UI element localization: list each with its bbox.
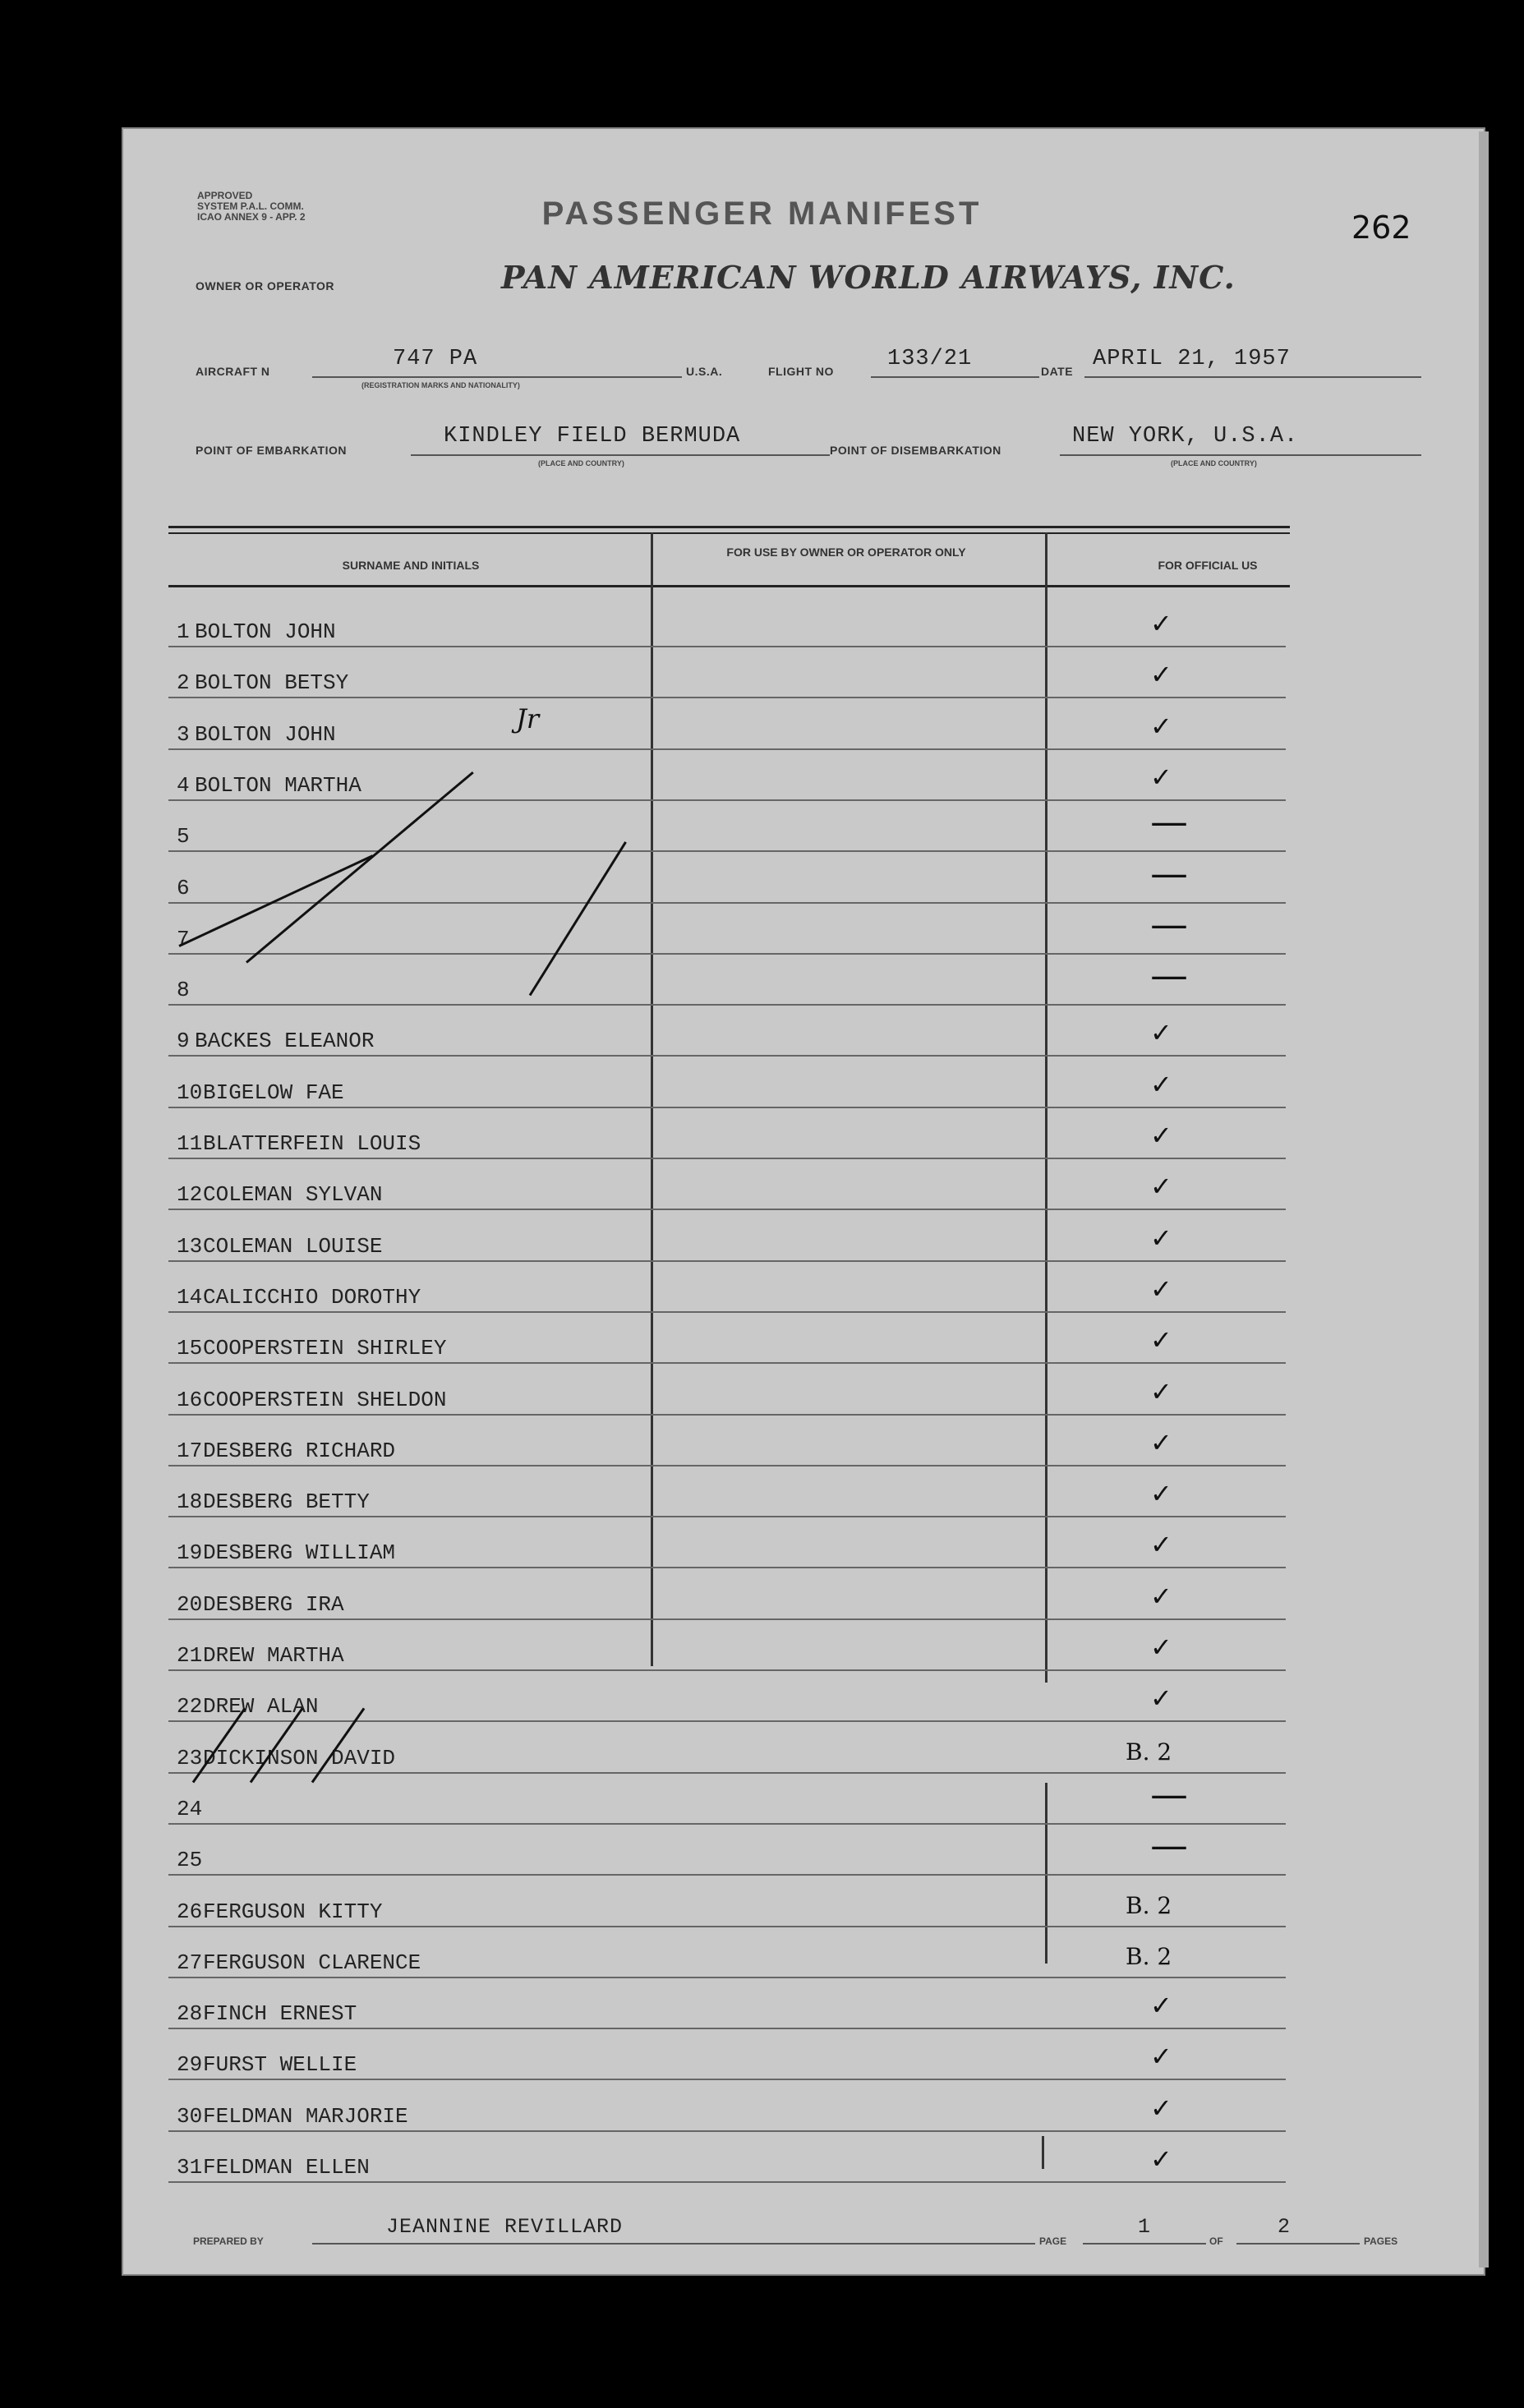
- row-number: 24: [177, 1796, 203, 1821]
- check-mark-icon: ✓: [1150, 1990, 1172, 2022]
- official-note: B. 2: [1126, 1942, 1172, 1970]
- check-mark-icon: ✓: [1150, 1426, 1172, 1458]
- row-number: 23: [177, 1745, 203, 1770]
- prepared-value: JEANNINE REVILLARD: [386, 2215, 624, 2239]
- row-number: 10: [177, 1080, 203, 1105]
- table-row: [168, 1771, 1286, 1825]
- row-number: 20: [177, 1591, 203, 1617]
- row-number: 15: [177, 1336, 203, 1361]
- date-underline: [1084, 376, 1421, 378]
- table-row: [168, 2132, 1286, 2183]
- row-number: 9: [177, 1029, 190, 1054]
- row3-annotation: Jr: [516, 703, 540, 734]
- passenger-name: FERGUSON CLARENCE: [203, 1950, 421, 1975]
- table-row: [168, 2081, 1286, 2132]
- approval-line-3: ICAO ANNEX 9 - APP. 2: [197, 211, 306, 223]
- embark-value: KINDLEY FIELD BERMUDA: [444, 424, 741, 449]
- embark-sub: (PLACE AND COUNTRY): [538, 459, 624, 467]
- owner-label: OWNER OR OPERATOR: [196, 279, 334, 292]
- dash-mark: —: [1150, 901, 1188, 946]
- table-row: [168, 1620, 1286, 1671]
- paper-edge: [1479, 131, 1489, 2268]
- page-value: 1: [1138, 2215, 1152, 2239]
- aircraft-label: AIRCRAFT N: [196, 365, 270, 378]
- manifest-title: PASSENGER MANIFEST: [541, 196, 983, 232]
- row-number: 7: [177, 926, 190, 951]
- passenger-name: FURST WELLIE: [203, 2052, 357, 2078]
- check-mark-icon: ✓: [1150, 1529, 1172, 1561]
- check-mark-icon: ✓: [1150, 1222, 1172, 1254]
- row-number: 26: [177, 1899, 203, 1924]
- row-number: 11: [177, 1131, 203, 1156]
- passenger-name: BOLTON BETSY: [195, 670, 349, 696]
- table-row: [168, 1159, 1286, 1210]
- table-row: [168, 750, 1286, 801]
- passenger-name: BOLTON JOHN: [195, 721, 336, 747]
- table-row: [168, 801, 1286, 852]
- passenger-name: DICKINSON DAVID: [203, 1745, 396, 1770]
- table-row: [168, 1927, 1286, 1978]
- embark-label: POINT OF EMBARKATION: [196, 444, 347, 457]
- dash-mark: —: [1150, 953, 1188, 998]
- flight-label: FLIGHT NO: [768, 365, 834, 378]
- table-row: [168, 1262, 1286, 1313]
- table-row: [168, 647, 1286, 698]
- disembark-label: POINT OF DISEMBARKATION: [830, 444, 1001, 457]
- country-label: U.S.A.: [686, 365, 723, 378]
- check-mark-icon: ✓: [1150, 1017, 1172, 1049]
- table-row: [168, 596, 1286, 647]
- passenger-name: BOLTON JOHN: [195, 619, 336, 644]
- check-mark-icon: ✓: [1150, 2092, 1172, 2124]
- dash-mark: —: [1150, 1823, 1188, 1868]
- row-number: 29: [177, 2052, 203, 2078]
- row-number: 27: [177, 1950, 203, 1975]
- table-row: [168, 1466, 1286, 1517]
- passenger-name: FELDMAN ELLEN: [203, 2155, 370, 2180]
- row-number: 4: [177, 772, 190, 798]
- embark-underline: [411, 454, 830, 456]
- row-number: 22: [177, 1694, 203, 1720]
- row-number: 5: [177, 824, 190, 849]
- table-row: [168, 1978, 1286, 2029]
- page-label: PAGE: [1039, 2235, 1067, 2247]
- check-mark-icon: ✓: [1150, 1632, 1172, 1663]
- table-row: [168, 1825, 1286, 1876]
- passenger-name: FERGUSON KITTY: [203, 1899, 383, 1924]
- check-mark-icon: ✓: [1150, 1273, 1172, 1305]
- row-number: 1: [177, 619, 190, 644]
- passenger-name: COLEMAN LOUISE: [203, 1233, 383, 1259]
- table-row: [168, 955, 1286, 1006]
- official-note: B. 2: [1126, 1738, 1172, 1766]
- table-row: [168, 1671, 1286, 1722]
- table-row: [168, 1569, 1286, 1620]
- table-row: [168, 1313, 1286, 1364]
- check-mark-icon: ✓: [1150, 1580, 1172, 1612]
- table-row: [168, 2029, 1286, 2080]
- approval-line-2: SYSTEM P.A.L. COMM.: [197, 200, 304, 212]
- aircraft-underline: [312, 376, 682, 378]
- check-mark-icon: ✓: [1150, 2143, 1172, 2175]
- table-top-rule-2: [168, 532, 1290, 534]
- aircraft-sub: (REGISTRATION MARKS AND NATIONALITY): [361, 381, 520, 389]
- dash-mark: —: [1150, 850, 1188, 896]
- dash-mark: —: [1150, 799, 1188, 845]
- passenger-name: DREW MARTHA: [203, 1643, 344, 1668]
- passenger-name: DESBERG RICHARD: [203, 1438, 396, 1463]
- check-mark-icon: ✓: [1150, 659, 1172, 691]
- check-mark-icon: ✓: [1150, 2041, 1172, 2073]
- passenger-name: BOLTON MARTHA: [195, 772, 361, 798]
- table-header-rule: [168, 585, 1290, 587]
- col-owner-header: FOR USE BY OWNER OR OPERATOR ONLY: [726, 546, 966, 559]
- date-value: APRIL 21, 1957: [1093, 347, 1291, 371]
- official-note: B. 2: [1126, 1891, 1172, 1919]
- table-row: [168, 1108, 1286, 1159]
- passenger-name: FINCH ERNEST: [203, 2001, 357, 2027]
- table-row: [168, 1416, 1286, 1466]
- passenger-name: DESBERG WILLIAM: [203, 1540, 396, 1566]
- dash-mark: —: [1150, 1771, 1188, 1816]
- of-underline: [1236, 2243, 1360, 2245]
- check-mark-icon: ✓: [1150, 1171, 1172, 1203]
- page-number: 262: [1351, 209, 1411, 246]
- flight-value: 133/21: [887, 347, 973, 371]
- check-mark-icon: ✓: [1150, 1683, 1172, 1715]
- row-number: 14: [177, 1284, 203, 1310]
- pages-label: PAGES: [1364, 2235, 1398, 2247]
- table-row: [168, 1211, 1286, 1262]
- row-number: 18: [177, 1489, 203, 1515]
- col-surname-header: SURNAME AND INITIALS: [342, 559, 480, 572]
- prepared-label: PREPARED BY: [193, 2235, 264, 2247]
- disembark-sub: (PLACE AND COUNTRY): [1171, 459, 1257, 467]
- check-mark-icon: ✓: [1150, 1068, 1172, 1100]
- passenger-name: CALICCHIO DOROTHY: [203, 1284, 421, 1310]
- passenger-name: COLEMAN SYLVAN: [203, 1182, 383, 1208]
- check-mark-icon: ✓: [1150, 1324, 1172, 1356]
- check-mark-icon: ✓: [1150, 710, 1172, 742]
- passenger-name: BLATTERFEIN LOUIS: [203, 1131, 421, 1156]
- table-row: [168, 901, 1286, 955]
- check-mark-icon: ✓: [1150, 1375, 1172, 1407]
- row-number: 16: [177, 1387, 203, 1412]
- table-row: [168, 1876, 1286, 1927]
- row-number: 2: [177, 670, 190, 696]
- aircraft-value: 747 PA: [393, 347, 478, 371]
- table-row: [168, 1006, 1286, 1057]
- row-number: 31: [177, 2155, 203, 2180]
- row-number: 6: [177, 875, 190, 900]
- of-label: OF: [1209, 2235, 1223, 2247]
- row-number: 13: [177, 1233, 203, 1259]
- row-number: 21: [177, 1643, 203, 1668]
- table-row: [168, 1365, 1286, 1416]
- date-label: DATE: [1041, 365, 1074, 378]
- owner-value: PAN AMERICAN WORLD AIRWAYS, INC.: [501, 259, 1236, 296]
- check-mark-icon: ✓: [1150, 1478, 1172, 1510]
- passenger-name: DREW ALAN: [203, 1694, 319, 1720]
- flight-underline: [871, 376, 1039, 378]
- passenger-name: DESBERG IRA: [203, 1591, 344, 1617]
- passenger-name: COOPERSTEIN SHELDON: [203, 1387, 447, 1412]
- table-row: [168, 1517, 1286, 1568]
- row-number: 28: [177, 2001, 203, 2027]
- passenger-name: DESBERG BETTY: [203, 1489, 370, 1515]
- prepared-underline: [312, 2243, 1035, 2245]
- row-number: 19: [177, 1540, 203, 1566]
- row-number: 30: [177, 2103, 203, 2129]
- approval-line-1: APPROVED: [197, 190, 253, 201]
- table-row: [168, 699, 1286, 750]
- disembark-underline: [1060, 454, 1421, 456]
- table-row: [168, 1057, 1286, 1108]
- passenger-name: BIGELOW FAE: [203, 1080, 344, 1105]
- row-number: 17: [177, 1438, 203, 1463]
- row-rule: [168, 2181, 1286, 2183]
- check-mark-icon: ✓: [1150, 761, 1172, 793]
- passenger-name: BACKES ELEANOR: [195, 1029, 375, 1054]
- col-official-header: FOR OFFICIAL US: [1158, 559, 1258, 572]
- row-number: 25: [177, 1848, 203, 1873]
- of-value: 2: [1278, 2215, 1291, 2239]
- passenger-name: COOPERSTEIN SHIRLEY: [203, 1336, 447, 1361]
- page-underline: [1083, 2243, 1206, 2245]
- table-row: [168, 850, 1286, 904]
- table-top-rule: [168, 526, 1290, 528]
- row-number: 3: [177, 721, 190, 747]
- check-mark-icon: ✓: [1150, 608, 1172, 639]
- row-number: 12: [177, 1182, 203, 1208]
- disembark-value: NEW YORK, U.S.A.: [1072, 424, 1299, 449]
- passenger-name: FELDMAN MARJORIE: [203, 2103, 408, 2129]
- row-number: 8: [177, 978, 190, 1003]
- check-mark-icon: ✓: [1150, 1120, 1172, 1151]
